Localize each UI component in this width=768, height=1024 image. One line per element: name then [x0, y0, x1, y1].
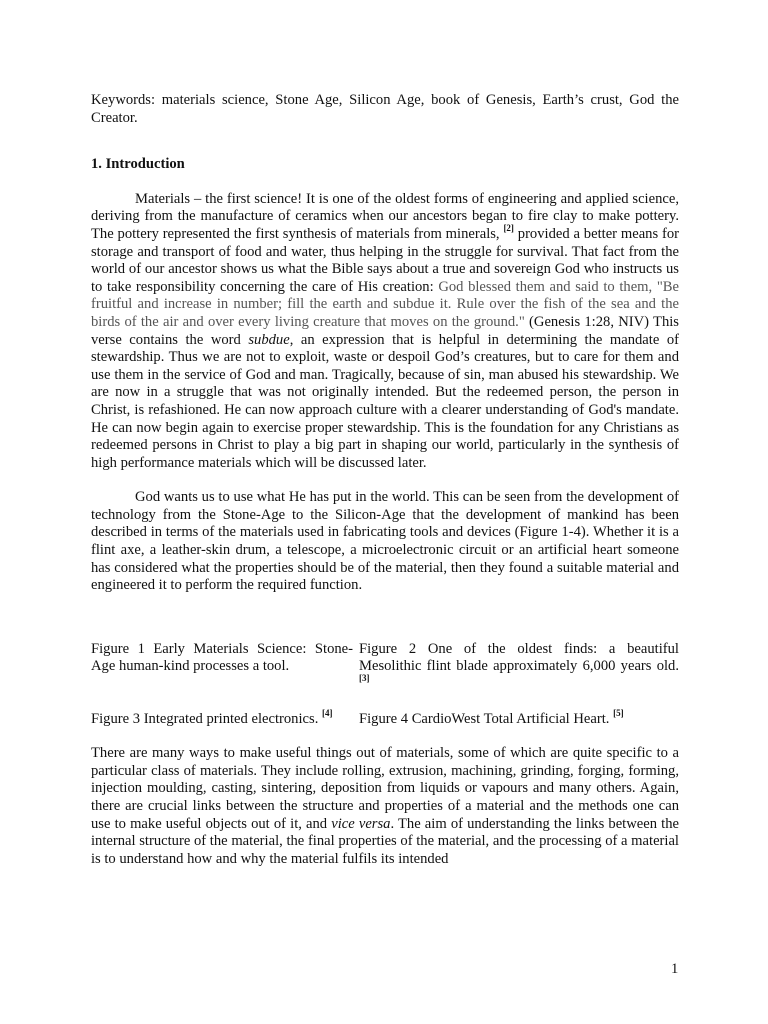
- emphasis-subdue: subdue: [248, 331, 290, 348]
- intro-p1-text-c: (Genesis 1:28, NIV) This verse contains the word: [91, 313, 679, 348]
- intro-p1-text-d: , an expression that is helpful in determining the mandate of stewardship. Thus we are not to exploit, waste or despoil God’s creatures, but to care for them and use them in the service of God and man. Tragically, because of sin, man abused his stewardship. We are now in a struggle that was not originally intended. But the redeemed person, the person in Christ, is refashioned. He can now approach culture with a clearer understanding of God's mandate. He can now begin again to exercise proper stewardship. This is the foundation for any Christians as redeemed persons in Christ to play a big part in shaping our world, particularly in the synthesis of high performance materials which will be discussed later.: [91, 331, 679, 471]
- figure-4-text: [359, 707, 679, 729]
- figure-2-text: [359, 641, 679, 694]
- figure-4-caption: [359, 707, 679, 729]
- figure-1-text: Figure 1 Early Materials Science: Stone-Age human-kind processes a tool.: [91, 640, 353, 675]
- figure-3-text: [91, 707, 353, 729]
- citation-ref-5: [5]: [613, 707, 624, 718]
- closing-paragraph: [91, 745, 679, 868]
- page-number: 1: [671, 961, 679, 977]
- intro-p1-text-a: Materials – the first science! It is one of the oldest forms of engineering and applied science, deriving from the manufacture of ceramics when our ancestors began to fire clay to make pottery. The pottery represented the first synthesis of materials from minerals,: [91, 190, 679, 242]
- figure-2-label: Figure 2 One of the oldest finds: a beautiful Mesolithic flint blade approximately 6,000 years old.: [359, 640, 679, 675]
- closing-text-a: There are many ways to make useful things out of materials, some of which are quite specific to a particular class of materials. They include rolling, extrusion, machining, grinding, forging, forming, injection moulding, casting, sintering, deposition from liquids or vapours and many others. Again, there are crucial links between the structure and properties of a material and the methods one can use to make useful objects out of it, and: [91, 745, 679, 832]
- genesis-quote: God blessed them and said to them, "Be fruitful and increase in number; fill the earth and subdue it. Rule over the fish of the sea and the birds of the air and over every living creature that moves on the ground.": [91, 278, 679, 330]
- citation-ref-4: [4]: [322, 707, 333, 718]
- figure-4-label: Figure 4 CardioWest Total Artificial Heart.: [359, 710, 614, 727]
- figure-2-caption: [359, 641, 679, 694]
- citation-ref-2: [2]: [503, 222, 514, 233]
- figure-captions: [91, 641, 679, 728]
- closing-text-b: . The aim of understanding the links between the internal structure of the material, the final properties of the material, and the processing of a material is to understand how and why the material fulfils its intended: [91, 815, 679, 867]
- intro-p1-text-b: provided a better means for storage and transport of food and water, thus helping in the struggle for survival. That fact from the world of our ancestor shows us what the Bible says about a true and sovereign God who instructs us to take responsibility concerning the care of His creation:: [91, 225, 680, 295]
- emphasis-vice-versa: vice versa: [331, 815, 391, 832]
- keywords-line: Keywords: materials science, Stone Age, Silicon Age, book of Genesis, Earth’s crust, God the Creator.: [91, 92, 679, 126]
- page-body: [91, 92, 679, 868]
- section-heading: 1. Introduction: [91, 156, 185, 173]
- figure-3-caption: [91, 707, 359, 729]
- figure-1-caption: [91, 641, 359, 694]
- figure-3-label: Figure 3 Integrated printed electronics.: [91, 710, 322, 727]
- citation-ref-3: [3]: [359, 673, 370, 684]
- intro-paragraph-2: God wants us to use what He has put in the world. This can be seen from the development of technology from the Stone-Age to the Silicon-Age that the development of mankind has been described in terms of the materials used in fabricating tools and devices (Figure 1-4). Whether it is a flint axe, a leather-skin drum, a telescope, a microelectronic circuit or an artificial heart someone has considered what the properties should be of the material, then they found a suitable material and engineered it to perform the required function.: [91, 489, 679, 594]
- intro-paragraph-1: [91, 191, 679, 473]
